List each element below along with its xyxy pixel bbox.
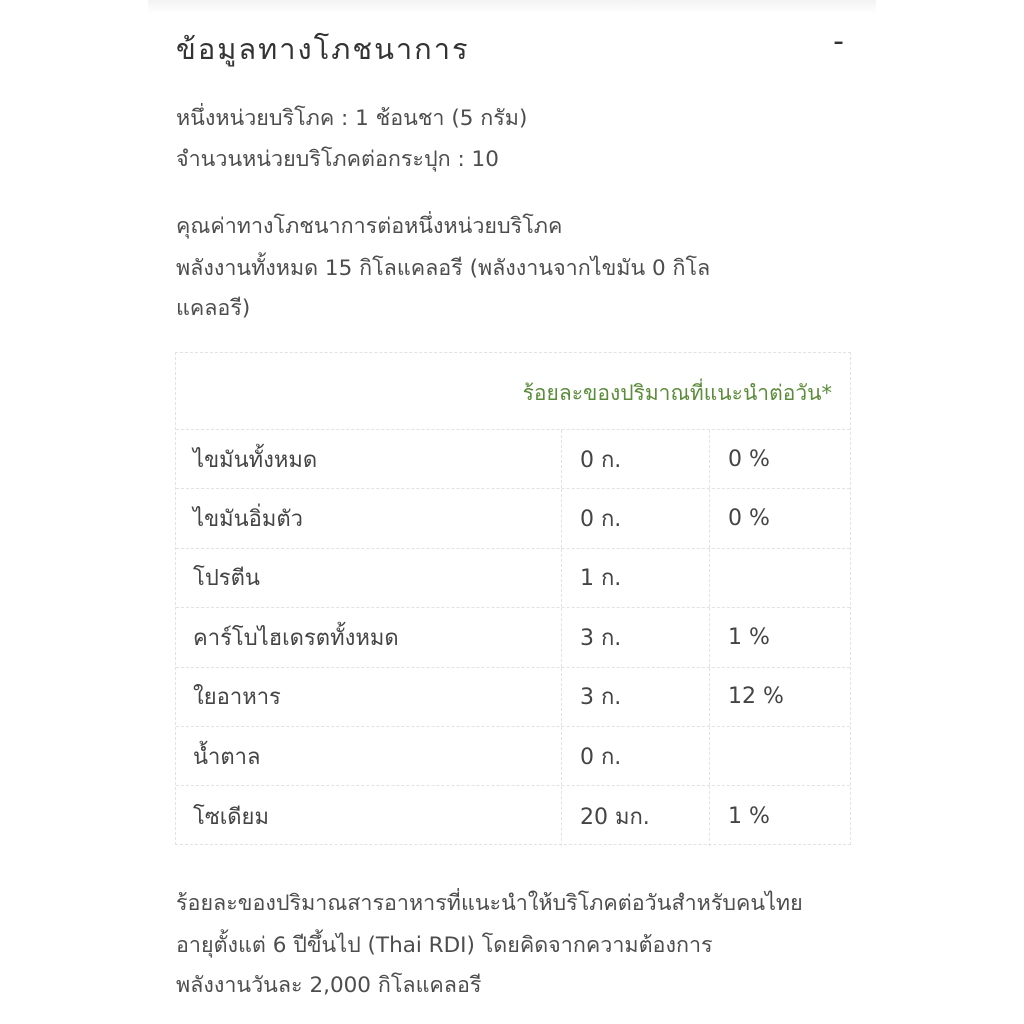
nutrient-percent: 1 % [728,624,770,650]
nutrient-amount: 3 ก. [562,608,710,666]
rdi-footnote-line: อายุตั้งแต่ 6 ปีขึ้นไป (Thai RDI) โดยคิดจากความต้องการ [176,933,713,958]
servings-per-container: จำนวนหน่วยบริโภคต่อกระปุก : 10 [176,147,499,172]
nutrition-table [175,352,851,845]
nutrient-name: ไขมันอิ่มตัว [176,489,562,547]
table-row [176,608,850,667]
table-row [176,727,850,786]
nutrient-name: โซเดียม [176,786,562,845]
table-row [176,549,850,608]
rdi-header-label: ร้อยละของปริมาณที่แนะนำต่อวัน* [522,381,832,405]
table-header [176,353,850,430]
table-row [176,430,850,489]
rdi-footnote-line: พลังงานวันละ 2,000 กิโลแคลอรี [176,973,482,998]
nutrient-percent [710,549,850,607]
table-row [176,668,850,727]
nutrient-percent: 0 % [728,446,770,472]
rdi-footnote-line: ร้อยละของปริมาณสารอาหารที่แนะนำให้บริโภคต่อวันสำหรับคนไทย [176,891,803,916]
table-row [176,786,850,845]
total-energy-line: พลังงานทั้งหมด 15 กิโลแคลอรี (พลังงานจากไขมัน 0 กิโล [176,256,711,281]
nutrient-name: โปรตีน [176,549,562,607]
nutrient-amount: 0 ก. [562,727,710,785]
nutrient-percent [710,727,850,785]
section-title: ข้อมูลทางโภชนาการ [176,32,470,66]
nutrient-percent: 1 % [728,803,770,829]
section-header[interactable] [176,22,848,66]
nutrient-name: คาร์โบไฮเดรตทั้งหมด [176,608,562,666]
table-row [176,489,850,548]
total-energy-line-cont: แคลอรี) [176,296,251,321]
nutrient-amount: 0 ก. [562,430,710,488]
nutrient-amount: 0 ก. [562,489,710,547]
serving-size: หนึ่งหน่วยบริโภค : 1 ช้อนชา (5 กรัม) [176,106,528,131]
nutrition-per-serving-heading: คุณค่าทางโภชนาการต่อหนึ่งหน่วยบริโภค [176,214,563,239]
nutrient-name: ไขมันทั้งหมด [176,430,562,488]
nutrient-name: น้ำตาล [176,727,562,785]
nutrient-name: ใยอาหาร [176,668,562,726]
collapse-icon[interactable]: - [833,24,844,59]
nutrient-percent: 12 % [728,684,784,710]
nutrient-amount: 1 ก. [562,549,710,607]
nutrient-percent: 0 % [728,506,770,532]
nutrient-amount: 20 มก. [562,786,710,845]
nutrient-amount: 3 ก. [562,668,710,726]
